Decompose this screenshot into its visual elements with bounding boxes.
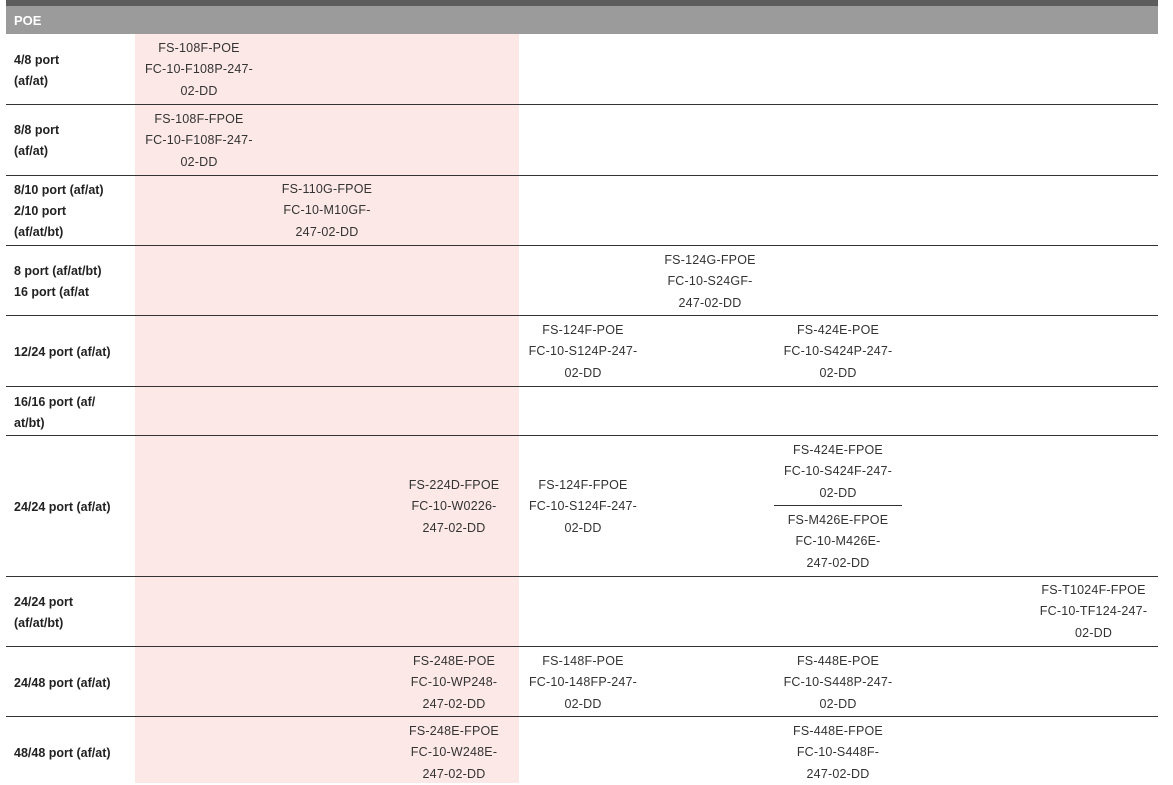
- row-divider: [6, 245, 1158, 246]
- row-label-8-16-port: 8 port (af/at/bt) 16 port (af/at: [14, 264, 102, 299]
- product-cell-fs-124g-fpoe: FS-124G-FPOE FC-10-S24GF- 247-02-DD: [664, 253, 756, 310]
- row-divider: [6, 576, 1158, 577]
- row-label-16-16-port: 16/16 port (af/ at/bt): [14, 395, 96, 430]
- row-divider: [6, 175, 1158, 176]
- row-label-4-8-port: 4/8 port (af/at): [14, 53, 60, 88]
- product-cell-fs-148f-poe: FS-148F-POE FC-10-148FP-247- 02-DD: [528, 654, 638, 711]
- row-label-48-48-port: 48/48 port (af/at): [14, 746, 111, 760]
- product-cell-fs-448e-poe: FS-448E-POE FC-10-S448P-247- 02-DD: [783, 654, 893, 711]
- row-divider: [6, 386, 1158, 387]
- row-label-24-24-port-af-at: 24/24 port (af/at): [14, 500, 111, 514]
- product-cell-fs-424e-poe: FS-424E-POE FC-10-S424P-247- 02-DD: [783, 323, 893, 380]
- row-divider: [6, 315, 1158, 316]
- product-cell-fs-110g-fpoe: FS-110G-FPOE FC-10-M10GF- 247-02-DD: [281, 182, 373, 239]
- product-cell-fs-448e-fpoe: FS-448E-FPOE FC-10-S448F- 247-02-DD: [793, 724, 883, 781]
- product-cell-fs-t1024f-fpoe: FS-T1024F-FPOE FC-10-TF124-247- 02-DD: [1039, 583, 1148, 640]
- product-cell-fs-108f-poe: FS-108F-POE FC-10-F108P-247- 02-DD: [144, 41, 254, 98]
- product-cell-fs-248e-poe: FS-248E-POE FC-10-WP248- 247-02-DD: [410, 654, 498, 711]
- product-cell-fs-m426e-fpoe: FS-M426E-FPOE FC-10-M426E- 247-02-DD: [787, 513, 889, 570]
- product-cell-fs-248e-fpoe: FS-248E-FPOE FC-10-W248E- 247-02-DD: [409, 724, 499, 781]
- row-divider: [6, 435, 1158, 436]
- row-label-12-24-port: 12/24 port (af/at): [14, 345, 111, 359]
- row-label-24-48-port: 24/48 port (af/at): [14, 676, 111, 690]
- row-divider: [6, 716, 1158, 717]
- row-label-8-8-port: 8/8 port (af/at): [14, 123, 60, 158]
- row-label-8-10-port: 8/10 port (af/at) 2/10 port (af/at/bt): [14, 183, 104, 239]
- product-cell-fs-224d-fpoe: FS-224D-FPOE FC-10-W0226- 247-02-DD: [408, 478, 500, 535]
- row-label-24-24-port-bt: 24/24 port (af/at/bt): [14, 595, 74, 630]
- section-header: [6, 6, 1158, 34]
- product-cell-fs-424e-fpoe: FS-424E-FPOE FC-10-S424F-247- 02-DD: [783, 443, 893, 500]
- section-title: POE: [14, 13, 42, 28]
- cell-divider: [774, 505, 902, 506]
- product-cell-fs-108f-fpoe: FS-108F-FPOE FC-10-F108F-247- 02-DD: [145, 112, 253, 169]
- row-divider: [6, 104, 1158, 105]
- row-divider: [6, 646, 1158, 647]
- product-cell-fs-124f-poe: FS-124F-POE FC-10-S124P-247- 02-DD: [528, 323, 638, 380]
- product-cell-fs-124f-fpoe: FS-124F-FPOE FC-10-S124F-247- 02-DD: [528, 478, 638, 535]
